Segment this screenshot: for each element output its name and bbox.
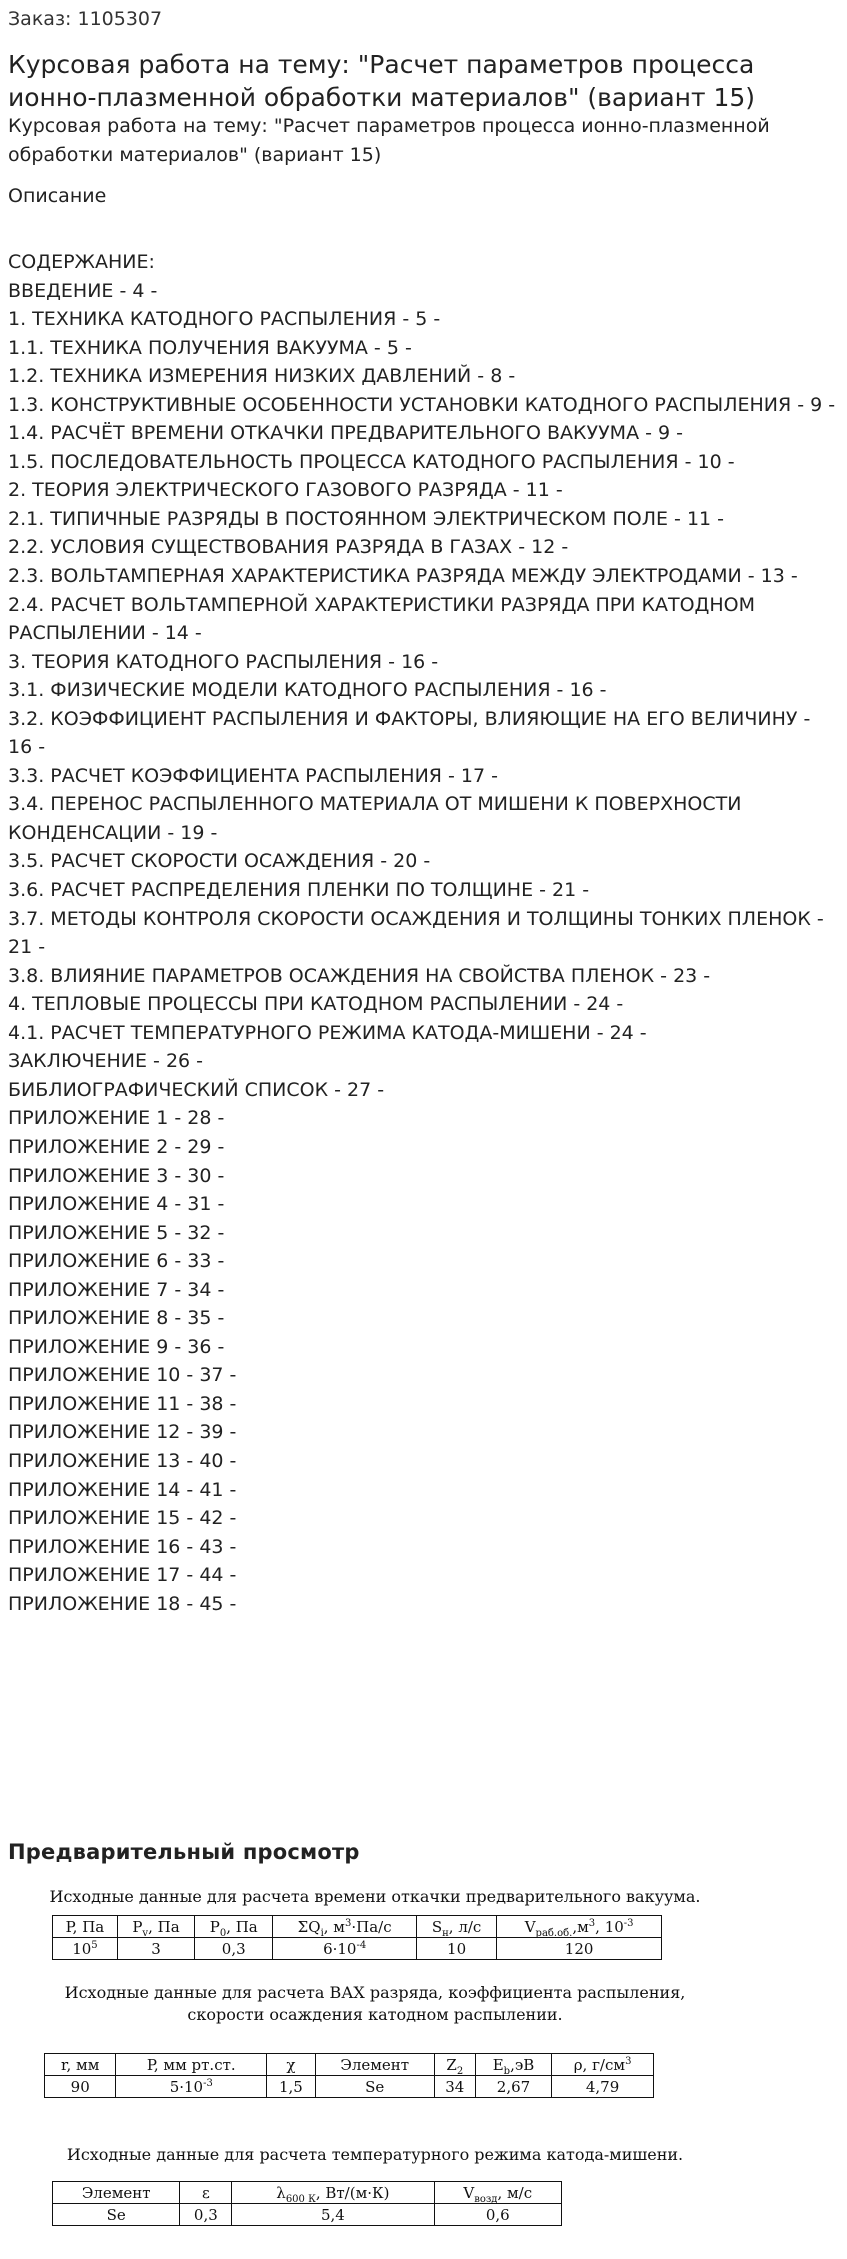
discharge-header-cell: ρ, $г/см^3$ [552, 2054, 654, 2076]
page-title: Курсовая работа на тему: "Расчет параметров процесса ионно-плазменной обработки материалов" (вариант 15) [8, 50, 756, 112]
toc-item: БИБЛИОГРАФИЧЕСКИЙ СПИСОК - 27 - [8, 1078, 385, 1101]
thermal-value-cell: 0,6 [434, 2204, 562, 2226]
toc-item: 1.5. ПОСЛЕДОВАТЕЛЬНОСТЬ ПРОЦЕССА КАТОДНОГО РАСПЫЛЕНИЯ - 10 - [8, 450, 735, 473]
toc-item: 3.7. МЕТОДЫ КОНТРОЛЯ СКОРОСТИ ОСАЖДЕНИЯ И ТОЛЩИНЫ ТОНКИХ ПЛЕНОК - 21 - [8, 907, 824, 959]
vacuum-header-cell: $S_н$, л/с [416, 1916, 496, 1938]
toc-item: 2.4. РАСЧЕТ ВОЛЬТАМПЕРНОЙ ХАРАКТЕРИСТИКИ РАЗРЯДА ПРИ КАТОДНОМ РАСПЫЛЕНИИ - 14 - [8, 593, 756, 645]
discharge-data-table [44, 2053, 654, 2098]
toc-item: ПРИЛОЖЕНИЕ 9 - 36 - [8, 1335, 225, 1358]
thermal-value-cell: 5,4 [232, 2204, 434, 2226]
toc-item: 1.4. РАСЧЁТ ВРЕМЕНИ ОТКАЧКИ ПРЕДВАРИТЕЛЬНОГО ВАКУУМА - 9 - [8, 422, 683, 445]
discharge-value-cell: 4,79 [552, 2076, 654, 2098]
discharge-value-cell: 90 [45, 2076, 116, 2098]
discharge-header-cell: r, мм [45, 2054, 116, 2076]
preview-title: Предварительный просмотр [8, 1840, 360, 1864]
toc-item: 3.3. РАСЧЕТ КОЭФФИЦИЕНТА РАСПЫЛЕНИЯ - 17 - [8, 764, 499, 787]
page-subtitle: Курсовая работа на тему: "Расчет параметров процесса ионно-плазменной обработки материалов" (вариант 15) [8, 115, 770, 166]
toc-item: ПРИЛОЖЕНИЕ 18 - 45 - [8, 1592, 237, 1615]
toc-item: 2.1. ТИПИЧНЫЕ РАЗРЯДЫ В ПОСТОЯННОМ ЭЛЕКТРИЧЕСКОМ ПОЛЕ - 11 - [8, 507, 725, 530]
discharge-header-cell: $E_b,эВ$ [475, 2054, 551, 2076]
discharge-header-cell: $Z_2$ [434, 2054, 475, 2076]
table1-caption: Исходные данные для расчета времени откачки предварительного вакуума. [49, 1887, 701, 1906]
thermal-value-cell: Se [53, 2204, 180, 2226]
toc-item: ПРИЛОЖЕНИЕ 3 - 30 - [8, 1164, 225, 1187]
toc-item: 4. ТЕПЛОВЫЕ ПРОЦЕССЫ ПРИ КАТОДНОМ РАСПЫЛЕНИИ - 24 - [8, 993, 624, 1016]
discharge-header-cell: Элемент [315, 2054, 434, 2076]
order-number: Заказ: 1105307 [8, 8, 163, 30]
toc-item: 1.1. ТЕХНИКА ПОЛУЧЕНИЯ ВАКУУМА - 5 - [8, 336, 412, 359]
toc-item: ПРИЛОЖЕНИЕ 8 - 35 - [8, 1307, 225, 1330]
vacuum-data-table [52, 1915, 662, 1960]
thermal-header-cell: ε [180, 2182, 232, 2204]
thermal-header-cell: Элемент [53, 2182, 180, 2204]
discharge-value-cell: 1,5 [267, 2076, 316, 2098]
thermal-data-table [52, 2181, 562, 2226]
vacuum-header-cell: $P_v$, Па [117, 1916, 194, 1938]
toc-item: 2. ТЕОРИЯ ЭЛЕКТРИЧЕСКОГО ГАЗОВОГО РАЗРЯДА - 11 - [8, 479, 563, 502]
thermal-header-cell: $V_{возд}$, м/с [434, 2182, 562, 2204]
toc-item: ПРИЛОЖЕНИЕ 14 - 41 - [8, 1478, 237, 1501]
description-label: Описание [8, 185, 107, 207]
vacuum-header-cell: $P_0$, Па [195, 1916, 273, 1938]
vacuum-value-cell: $6\cdot 10^{-4}$ [273, 1938, 417, 1960]
table-row [53, 2204, 562, 2226]
table3-caption: Исходные данные для расчета температурного режима катода-мишени. [66, 2145, 684, 2164]
vacuum-value-cell: 3 [117, 1938, 194, 1960]
toc-item: 1.2. ТЕХНИКА ИЗМЕРЕНИЯ НИЗКИХ ДАВЛЕНИЙ - 8 - [8, 365, 516, 388]
toc-item: ПРИЛОЖЕНИЕ 12 - 39 - [8, 1421, 237, 1444]
table-row [45, 2076, 654, 2098]
toc-item: ПРИЛОЖЕНИЕ 2 - 29 - [8, 1135, 225, 1158]
vacuum-value-cell: 120 [497, 1938, 662, 1960]
vacuum-header-cell: P, Па [53, 1916, 118, 1938]
toc-item: ПРИЛОЖЕНИЕ 7 - 34 - [8, 1278, 225, 1301]
toc-item: 3.5. РАСЧЕТ СКОРОСТИ ОСАЖДЕНИЯ - 20 - [8, 850, 431, 873]
toc-item: 3.4. ПЕРЕНОС РАСПЫЛЕННОГО МАТЕРИАЛА ОТ МИШЕНИ К ПОВЕРХНОСТИ КОНДЕНСАЦИИ - 19 - [8, 793, 742, 844]
toc-item: ВВЕДЕНИЕ - 4 - [8, 279, 158, 302]
vacuum-value-cell: 0,3 [195, 1938, 273, 1960]
toc-item: ПРИЛОЖЕНИЕ 16 - 43 - [8, 1535, 237, 1558]
toc-item: ПРИЛОЖЕНИЕ 11 - 38 - [8, 1392, 237, 1415]
discharge-value-cell: 2,67 [475, 2076, 551, 2098]
toc-item: 2.3. ВОЛЬТАМПЕРНАЯ ХАРАКТЕРИСТИКА РАЗРЯДА МЕЖДУ ЭЛЕКТРОДАМИ - 13 - [8, 565, 798, 588]
toc-item: 1.3. КОНСТРУКТИВНЫЕ ОСОБЕННОСТИ УСТАНОВКИ КАТОДНОГО РАСПЫЛЕНИЯ - 9 - [8, 393, 836, 416]
vacuum-header-cell: $V_{раб.об.},м^3$, $10^{-3}$ [497, 1916, 662, 1938]
toc-item: 3.6. РАСЧЕТ РАСПРЕДЕЛЕНИЯ ПЛЕНКИ ПО ТОЛЩИНЕ - 21 - [8, 879, 590, 902]
toc-item: 3.8. ВЛИЯНИЕ ПАРАМЕТРОВ ОСАЖДЕНИЯ НА СВОЙСТВА ПЛЕНОК - 23 - [8, 964, 711, 987]
toc-item: ПРИЛОЖЕНИЕ 5 - 32 - [8, 1221, 225, 1244]
table2-caption: Исходные данные для расчета ВАХ разряда, коэффициента распыления, скорости осаждения катодном распылении. [64, 1983, 686, 2024]
toc-item: 3.1. ФИЗИЧЕСКИЕ МОДЕЛИ КАТОДНОГО РАСПЫЛЕНИЯ - 16 - [8, 679, 607, 702]
thermal-header-cell: $\lambda_{600 К}$, Вт/(м·К) [232, 2182, 434, 2204]
toc-item: ПРИЛОЖЕНИЕ 4 - 31 - [8, 1193, 225, 1216]
toc-item: 1. ТЕХНИКА КАТОДНОГО РАСПЫЛЕНИЯ - 5 - [8, 308, 441, 331]
table-row [53, 1938, 662, 1960]
vacuum-header-cell: $\Sigma Q_i$, $м^3\cdot Па/с$ [273, 1916, 417, 1938]
toc-item: 3.2. КОЭФФИЦИЕНТ РАСПЫЛЕНИЯ И ФАКТОРЫ, ВЛИЯЮЩИЕ НА ЕГО ВЕЛИЧИНУ - 16 - [8, 707, 811, 759]
table-of-contents [8, 248, 840, 1618]
toc-item: ПРИЛОЖЕНИЕ 13 - 40 - [8, 1449, 237, 1472]
toc-item: 3. ТЕОРИЯ КАТОДНОГО РАСПЫЛЕНИЯ - 16 - [8, 650, 439, 673]
discharge-value-cell: 34 [434, 2076, 475, 2098]
vacuum-value-cell: $10^5$ [53, 1938, 118, 1960]
discharge-header-cell: χ [267, 2054, 316, 2076]
toc-item: ПРИЛОЖЕНИЕ 1 - 28 - [8, 1107, 225, 1130]
toc-item: ПРИЛОЖЕНИЕ 17 - 44 - [8, 1564, 237, 1587]
toc-item: СОДЕРЖАНИЕ: [8, 251, 155, 273]
discharge-value-cell: $5\cdot 10^{-3}$ [116, 2076, 267, 2098]
toc-item: 4.1. РАСЧЕТ ТЕМПЕРАТУРНОГО РЕЖИМА КАТОДА-МИШЕНИ - 24 - [8, 1021, 647, 1044]
toc-item: ПРИЛОЖЕНИЕ 6 - 33 - [8, 1250, 225, 1273]
vacuum-value-cell: 10 [416, 1938, 496, 1960]
toc-item: ПРИЛОЖЕНИЕ 10 - 37 - [8, 1364, 237, 1387]
thermal-value-cell: 0,3 [180, 2204, 232, 2226]
toc-item: 2.2. УСЛОВИЯ СУЩЕСТВОВАНИЯ РАЗРЯДА В ГАЗАХ - 12 - [8, 536, 569, 559]
toc-item: ЗАКЛЮЧЕНИЕ - 26 - [8, 1050, 204, 1073]
toc-item: ПРИЛОЖЕНИЕ 15 - 42 - [8, 1507, 237, 1530]
discharge-header-cell: P, мм рт.ст. [116, 2054, 267, 2076]
discharge-value-cell: Se [315, 2076, 434, 2098]
